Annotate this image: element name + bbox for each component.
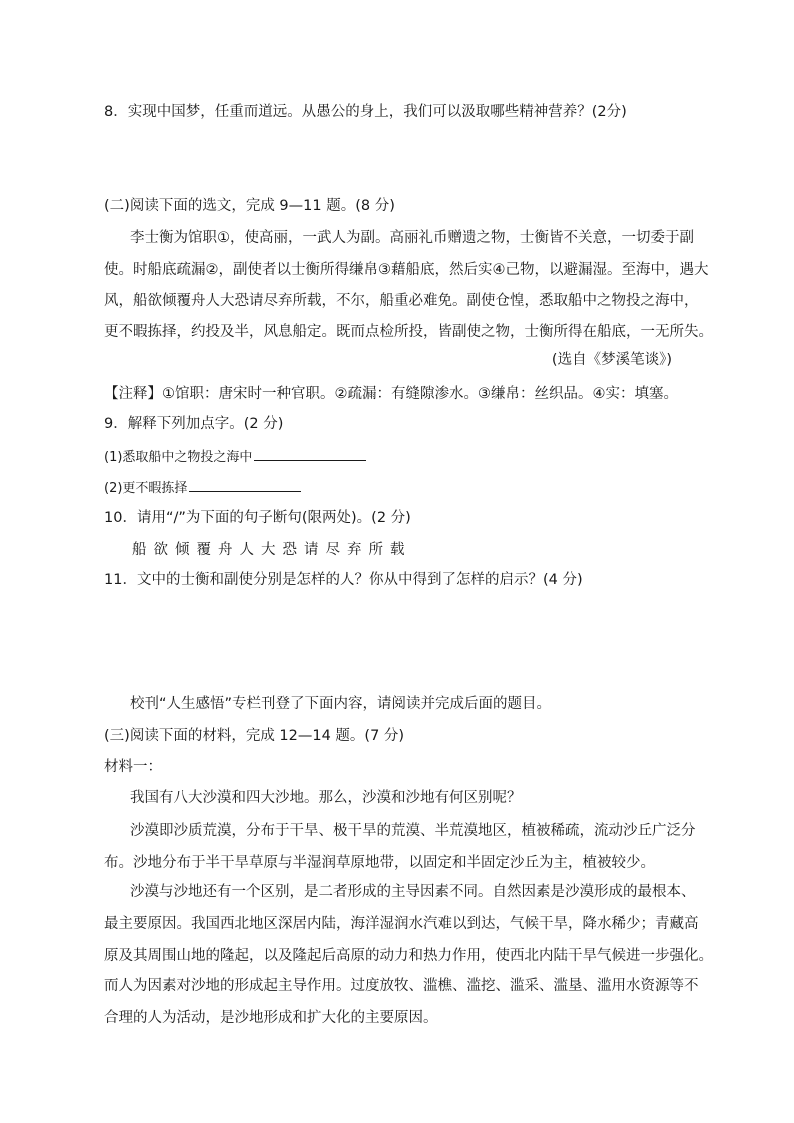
material-line-4: 沙漠与沙地还有一个区别，是二者形成的主导因素不同。自然因素是沙漠形成的最根本、 xyxy=(130,884,696,900)
material-line-1: 我国有八大沙漠和四大沙地。那么，沙漠和沙地有何区别呢？ xyxy=(130,790,522,806)
material-1-label: 材料一： xyxy=(104,759,162,775)
answer-blank-9-2[interactable] xyxy=(189,477,301,492)
passage-line-2: 使。时船底疏漏②，副使者以士衡所得缣帛③藉船底，然后实④己物，以避漏湿。至海中，遇大 xyxy=(104,262,709,278)
material-line-6: 原及其周围山地的隆起，以及隆起后高原的动力和热力作用，使西北内陆干旱气候进一步强化。 xyxy=(104,948,713,964)
question-9-item-2-text: (2)更不暇拣择 xyxy=(104,481,188,496)
question-9-item-2 xyxy=(104,477,301,499)
passage-line-1: 李士衡为馆职①，使高丽，一武人为副。高丽礼币赠遗之物，士衡皆不关意，一切委于副 xyxy=(130,230,694,246)
passage-source: (选自《梦溪笔谈》) xyxy=(551,352,672,368)
question-9-item-1 xyxy=(104,446,366,468)
material-line-8: 合理的人为活动，是沙地形成和扩大化的主要原因。 xyxy=(104,1010,438,1026)
material-line-7: 而人为因素对沙地的形成起主导作用。过度放牧、滥樵、滥挖、滥采、滥垦、滥用水资源等不 xyxy=(104,978,699,994)
question-10-sentence: 船欲倾覆舟人大恐请尽弃所载 xyxy=(132,542,412,558)
passage-line-4: 更不暇拣择，约投及半，风息船定。既而点检所投，皆副使之物，士衡所得在船底，一无所失。 xyxy=(104,324,713,340)
material-line-5: 最主要原因。我国西北地区深居内陆，海洋湿润水汽难以到达，气候干旱，降水稀少；青藏高 xyxy=(104,916,699,932)
question-11: 11．文中的士衡和副使分别是怎样的人？你从中得到了怎样的启示？(4 分) xyxy=(104,572,583,588)
material-line-2: 沙漠即沙质荒漠，分布于干旱、极干旱的荒漠、半荒漠地区，植被稀疏，流动沙丘广泛分 xyxy=(130,823,696,839)
passage-line-3: 风，船欲倾覆舟人大恐请尽弃所载，不尔，船重必难免。副使仓惶，悉取船中之物投之海中， xyxy=(104,293,699,309)
material-line-3: 布。沙地分布于半干旱草原与半湿润草原地带，以固定和半固定沙丘为主，植被较少。 xyxy=(104,855,655,871)
annotation-note: 【注释】①馆职：唐宋时一种官职。②疏漏：有缝隙渗水。③缣帛：丝织品。④实：填塞。 xyxy=(104,386,678,402)
section-3-heading: (三)阅读下面的材料，完成 12—14 题。(7 分) xyxy=(104,728,405,744)
section-2-heading: (二)阅读下面的选文，完成 9—11 题。(8 分) xyxy=(104,198,395,214)
question-9-item-1-text: (1)悉取船中之物投之海中 xyxy=(104,450,253,465)
question-10: 10．请用“/”为下面的句子断句(限两处)。(2 分) xyxy=(104,510,411,526)
question-9: 9．解释下列加点字。(2 分) xyxy=(104,416,284,432)
column-intro: 校刊“人生感悟”专栏刊登了下面内容，请阅读并完成后面的题目。 xyxy=(130,696,552,712)
question-8: 8．实现中国梦，任重而道远。从愚公的身上，我们可以汲取哪些精神营养？(2分) xyxy=(104,104,627,120)
answer-blank-9-1[interactable] xyxy=(254,446,366,461)
